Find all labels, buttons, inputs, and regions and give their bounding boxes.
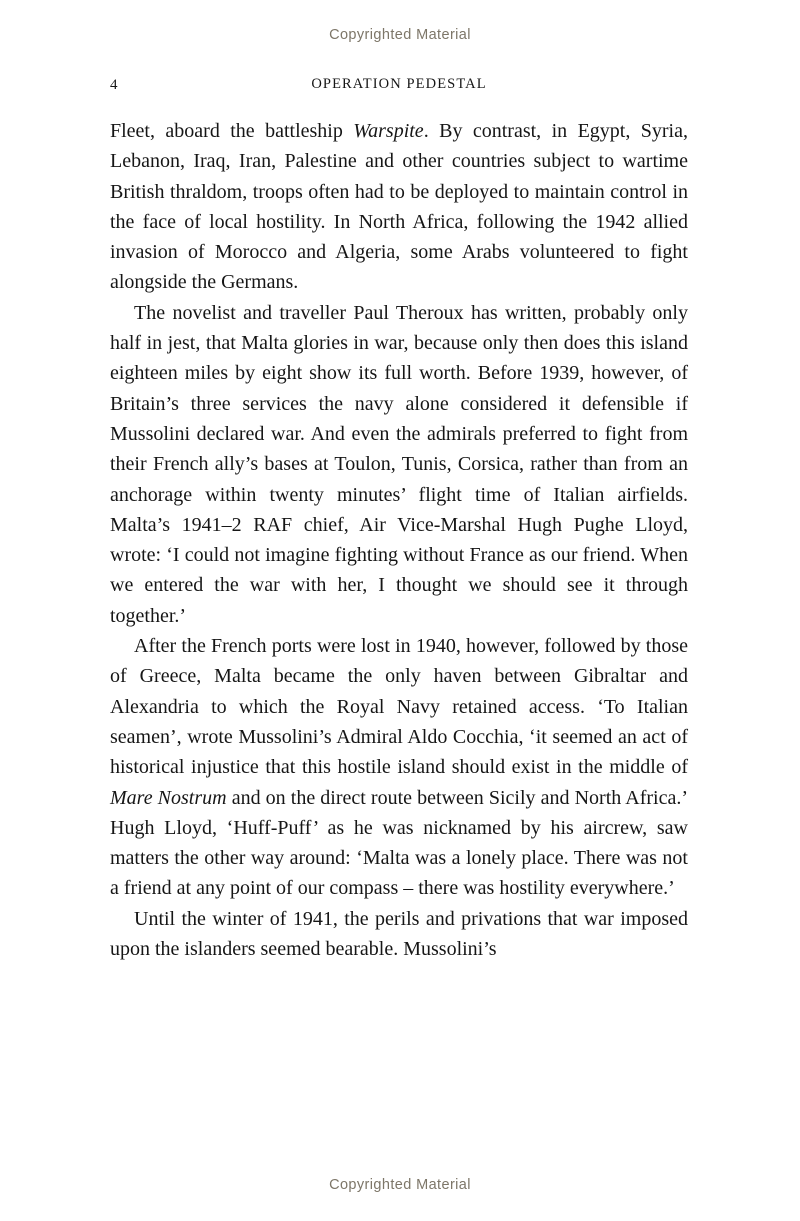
body-paragraph <box>110 298 688 631</box>
copyright-notice-bottom: Copyrighted Material <box>329 1177 471 1193</box>
text-run: . By contrast, in Egypt, Syria, Lebanon, Iraq, Iran, Palestine and other countries subject to wartime British thraldom, troops often had to be deployed to maintain control in the face of local hostility. In North Africa, following the 1942 allied invasion of Morocco and Algeria, some Arabs volunteered to fight alongside the Germans. <box>110 120 688 294</box>
text-run: After the French ports were lost in 1940, however, followed by those of Greece, Malta became the only haven between Gibraltar and Alexandria to which the Royal Navy retained access. ‘To Italian seamen’, wrote Mussolini’s Admiral Aldo Cocchia, ‘it seemed an act of historical injustice that this hostile island should exist in the middle of <box>110 635 688 779</box>
body-paragraph <box>110 904 688 965</box>
body-paragraph <box>110 116 688 298</box>
text-run: Until the winter of 1941, the perils and privations that war imposed upon the islanders seemed bearable. Mussolini’s <box>110 907 688 961</box>
text-run: Fleet, aboard the battleship <box>110 120 354 142</box>
italic-text-run: Warspite <box>353 120 424 142</box>
running-header <box>110 76 688 98</box>
italic-text-run: Mare Nostrum <box>110 786 227 809</box>
text-run: The novelist and traveller Paul Theroux has written, probably only half in jest, that Malta glories in war, because only then does this island eighteen miles by eight show its full worth. Before 1939, however, of Britain’s three services the navy alone considered it defensible if Mussolini declared war. And even the admirals preferred to fight from their French ally’s bases at Toulon, Tunis, Corsica, rather than from an anchorage within twenty minutes’ flight time of Italian airfields. Malta’s 1941–2 RAF chief, Air Vice-Marshal Hugh Pughe Lloyd, wrote: ‘I could not imagine fighting without France as our friend. When we entered the war with her, I thought we should see it through together.’ <box>110 301 688 627</box>
copyright-notice-top: Copyrighted Material <box>329 27 471 43</box>
page-number: 4 <box>110 77 118 93</box>
running-header-title: OPERATION PEDESTAL <box>311 76 487 92</box>
body-text <box>110 116 688 964</box>
body-paragraph <box>110 631 688 904</box>
text-run: and on the direct route between Sicily and North Africa.’ Hugh Lloyd, ‘Huff-Puff’ as he was nicknamed by his aircrew, saw matters the other way around: ‘Malta was a lonely place. There was not a friend at any point of our compass – there was hostility everywhere.’ <box>110 786 689 900</box>
